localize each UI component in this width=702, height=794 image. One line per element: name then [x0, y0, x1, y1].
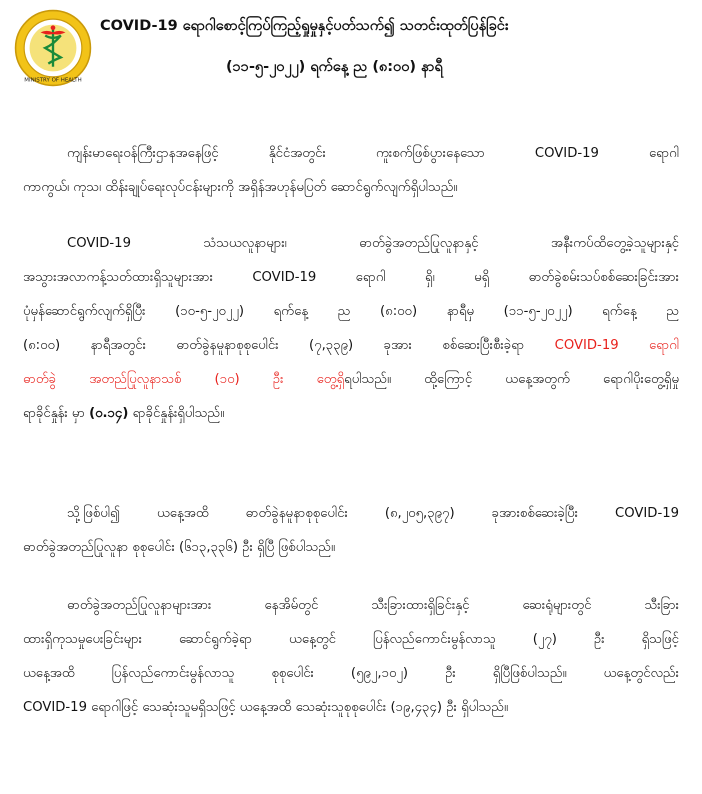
paragraph-4-line-1: ဓာတ်ခွဲအတည်ပြုလူနာများအား နေအိမ်တွင် သီးခြားထားရှိခြင်းနှင့် ဆေးရုံများတွင် သီးခြား — [67, 598, 679, 613]
paragraph-2-line-5: ရပါသည်။ ထို့ကြောင့် ယနေ့အတွက် ရောဂါပိုးတွေ့ရှိမှု — [344, 372, 679, 387]
positivity-rate-value: (၀.၁၄) — [89, 406, 129, 421]
paragraph-4 — [23, 589, 679, 725]
positivity-rate-label: ရာခိုင်နှုန်း မှာ — [23, 406, 90, 421]
paragraph-4-line-4: COVID-19 ရောဂါဖြင့် သေဆုံးသူမရှိသဖြင့် ယနေ့အထိ သေဆုံးသူစုစုပေါင်း (၁၉,၄၃၄) ဦး ရှိပါသည်။ — [23, 700, 508, 715]
paragraph-2 — [23, 227, 679, 431]
paragraph-3-line-2: ဓာတ်ခွဲအတည်ပြုလူနာ စုစုပေါင်း (၆၁၃,၃၃၆) ဦး ရှိပြီ ဖြစ်ပါသည်။ — [23, 540, 335, 555]
paragraph-2-line-3: ပုံမှန်ဆောင်ရွက်လျက်ရှိပြီး (၁၀-၅-၂၀၂၂) ရက်နေ့ ည (၈:၀၀) နာရီမှ (၁၁-၅-၂၀၂၂) ရက်နေ့ ည — [23, 304, 679, 319]
svg-text:MINISTRY OF HEALTH: MINISTRY OF HEALTH — [24, 77, 82, 84]
paragraph-1-line-1: ကျန်းမာရေးဝန်ကြီးဌာနအနေဖြင့် နိုင်ငံအတွင်း ကူးစက်ဖြစ်ပွားနေသော COVID-19 ရောဂါ — [67, 146, 679, 161]
new-cases-highlight-b: ဓာတ်ခွဲ အတည်ပြုလူနာသစ် (၁၀) ဦး တွေ့ရှိ — [23, 372, 345, 387]
ministry-of-health-logo — [14, 9, 92, 87]
new-cases-highlight-a: COVID-19 ရောဂါ — [554, 338, 679, 353]
paragraph-1-line-2: ကာကွယ်၊ ကုသ၊ ထိန်းချုပ်ရေးလုပ်ငန်းများကို အရှိန်အဟုန်မပြတ် ဆောင်ရွက်လျက်ရှိပါသည်။ — [23, 180, 458, 195]
paragraph-4-line-3: ယနေ့အထိ ပြန်လည်ကောင်းမွန်လာသူ စုစုပေါင်း (၅၉၂,၁၀၂) ဦး ရှိပြီဖြစ်ပါသည်။ ယနေ့တွင်လည်း — [23, 666, 679, 681]
document-date-time: (၁၁-၅-၂၀၂၂) ရက်နေ့ ည (၈:၀၀) နာရီ — [226, 59, 443, 75]
paragraph-2-line-4: (၈:၀၀) နာရီအတွင်း ဓာတ်ခွဲနမူနာစုစုပေါင်း (၇,၃၃၉) ခုအား စစ်ဆေးပြီးစီးခဲ့ရာ — [23, 338, 555, 353]
paragraph-3 — [23, 497, 679, 565]
positivity-rate-suffix: ရာခိုင်နှုန်းရှိပါသည်။ — [128, 406, 225, 421]
paragraph-1 — [23, 137, 679, 205]
paragraph-3-line-1: သို့ဖြစ်ပါ၍ ယနေ့အထိ ဓာတ်ခွဲနမူနာစုစုပေါင်း (၈,၂၀၅,၃၉၇) ခုအားစစ်ဆေးခဲ့ပြီး COVID-19 — [67, 506, 679, 521]
document-title: COVID-19 ရောဂါစောင့်ကြပ်ကြည့်ရှုမှုနှင့်ပတ်သက်၍ သတင်းထုတ်ပြန်ခြင်း — [100, 18, 509, 34]
paragraph-4-line-2: ထားရှိကုသမှုပေးခြင်းများ ဆောင်ရွက်ခဲ့ရာ ယနေ့တွင် ပြန်လည်ကောင်းမွန်လာသူ (၂၇) ဦး ရှိသဖြင့် — [23, 632, 679, 647]
paragraph-2-line-1: COVID-19 သံသယလူနာများ၊ ဓာတ်ခွဲအတည်ပြုလူနာနှင့် အနီးကပ်ထိတွေ့ခဲ့သူများနှင့် — [67, 236, 679, 251]
paragraph-2-line-2: အသွားအလာကန့်သတ်ထားရှိသူများအား COVID-19 ရောဂါ ရှိ၊ မရှိ ဓာတ်ခွဲစမ်းသပ်စစ်ဆေးခြင်းအား — [23, 270, 679, 285]
